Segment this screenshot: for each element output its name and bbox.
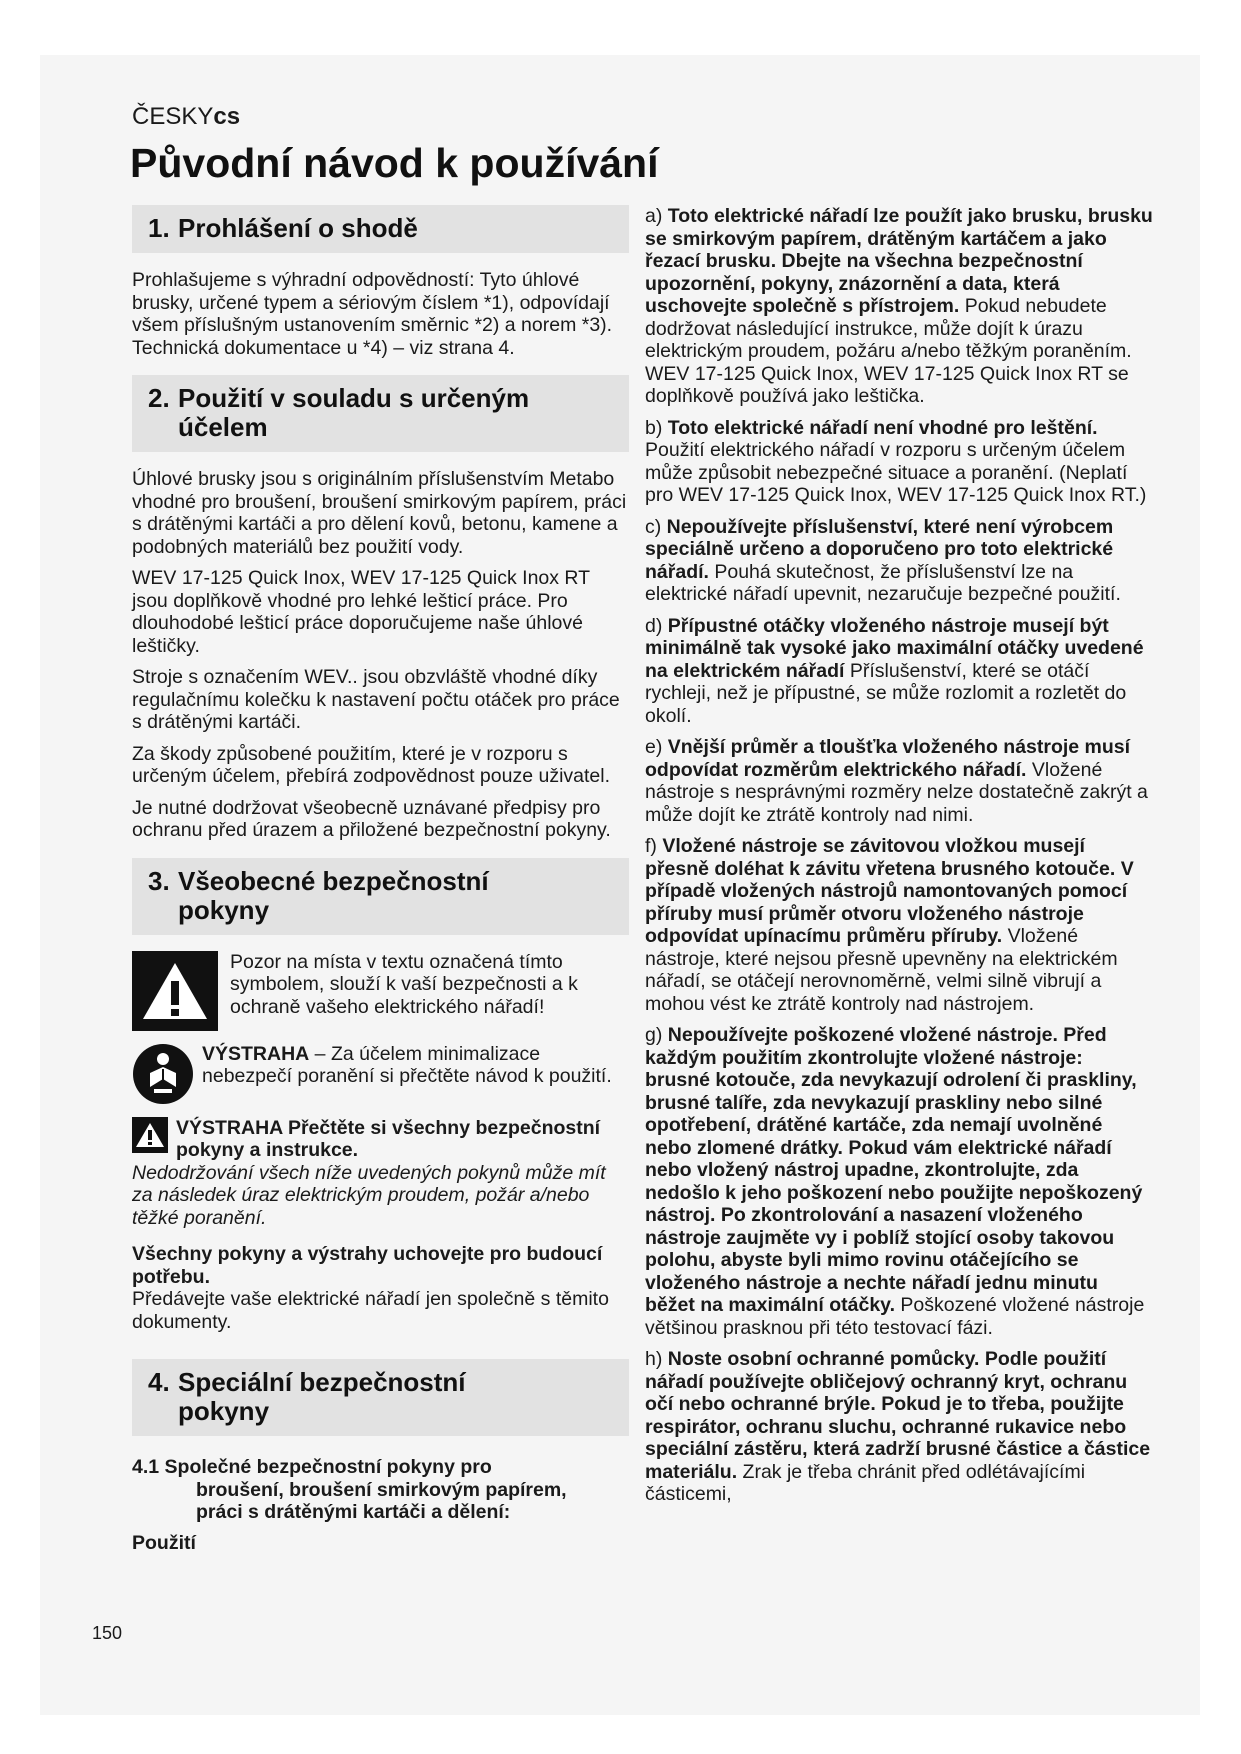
page-number: 150 (92, 1623, 123, 1643)
warning-read-manual: VÝSTRAHA – Za účelem minimalizace nebezpečí poranění si přečtěte návod k použití. (202, 1042, 612, 1087)
intended-use-paragraph: Stroje s označením WEV.. jsou obzvláště vhodné díky regulačnímu kolečku k nastavení počtu otáček pro práce s drátěnými kartáči. (132, 666, 620, 733)
intended-use-paragraph: Úhlové brusky jsou s originálním příslušenstvím Metabo vhodné pro broušení, broušení smirkovým papírem, práci s drátěnými kartáči a pro dělení kovů, betonu, kamene a podobných materiálů bez použití vody. (132, 468, 627, 558)
subsection-4-1-heading: 4.1 Společné bezpečnostní pokyny pro broušení, broušení smirkovým papírem, práci s drátěnými kartáči a dělení: (132, 1456, 567, 1523)
intended-use-paragraph: Za škody způsobené použitím, které je v rozporu s určeným účelem, přebírá zodpovědnost pouze uživatel. (132, 742, 611, 787)
symbol-note: Pozor na místa v textu označená tímto symbolem, slouží k vaší bezpečnosti a k ochraně vašeho elektrického nářadí! (230, 950, 578, 1018)
keep-instructions: Všechny pokyny a výstrahy uchovejte pro budoucí potřebu. (132, 1243, 603, 1288)
safety-item-b: b) Toto elektrické nářadí není vhodné pro leštění. Použití elektrického nářadí v rozporu s určeným účelem může způsobit nebezpečné situace a poranění. (Neplatí pro WEV 17-125 Quick Inox, WEV 17-125 Quick Inox RT.) (645, 416, 1147, 506)
safety-item-d: d) Přípustné otáčky vloženého nástroje musejí být minimálně tak vysoké jako maximální otáčky uvedené na elektrickém nářadí Příslušenství, které se otáčí rychleji, než je přípustné, se může rozlomit a rozletět do okolí. (645, 614, 1144, 727)
section-3-heading: 3. Všeobecné bezpečnostní pokyny (132, 858, 629, 935)
intended-use-paragraph: WEV 17-125 Quick Inox, WEV 17-125 Quick Inox RT jsou doplňkově vhodné pro lehké lešticí práce. Pro dlouhodobé lešticí práce doporučujeme naše úhlové leštičky. (132, 567, 590, 657)
warning-triangle-icon (132, 951, 218, 1031)
declaration-text: Prohlašujeme s výhradní odpovědností: Tyto úhlové brusky, určené typem a sériovým číslem *1), odpovídají všem příslušným ustanovením směrnic *2) a norem *3). Technická dokumentace u *4) – viz strana 4. (132, 269, 613, 359)
warning-symbol-row (132, 951, 629, 1031)
safety-item-a: a) Toto elektrické nářadí lze použít jako brusku, brusku se smirkovým papírem, drátěným kartáčem a jako řezací brusku. Dbejte na všechna bezpečnostní upozornění, pokyny, znázornění a data, která uschovejte společně s přístrojem. Pokud nebudete dodržovat následující instrukce, může dojít k úrazu elektrickým proudem, požáru a/nebo těžkým poraněním. WEV 17-125 Quick Inox, WEV 17-125 Quick Inox RT se doplňkově používá jako leštička. (645, 205, 1153, 407)
read-manual-row (132, 1043, 629, 1105)
safety-item-f: f) Vložené nástroje se závitovou vložkou musejí přesně doléhat k závitu vřetena brusného kotouče. V případě vložených nástrojů namontovaných pomocí příruby musí průměr otvoru vloženého nástroje odpovídat upínacímu průměru příruby. Vložené nástroje, které nejsou přesně upevněny na elektrickém nářadí, se otáčejí nerovnoměrně, velmi silně vibrují a mohou vést ke ztrátě kontroly nad nástrojem. (645, 835, 1134, 1015)
use-label: Použití (132, 1531, 196, 1554)
safety-item-h: h) Noste osobní ochranné pomůcky. Podle použití nářadí používejte obličejový ochranný kryt, ochranu očí nebo ochranné brýle. Pokud je to třeba, použijte respirátor, ochranu sluchu, ochranné rukavice nebo speciální zástěru, která zadrží brusné částice a částice materiálu. Zrak je třeba chránit před odlétávajícími částicemi, (645, 1348, 1151, 1505)
page-title: Původní návod k používání (130, 140, 659, 186)
right-column (645, 205, 1153, 1515)
read-manual-icon (132, 1043, 194, 1105)
language-label: ČESKYcs (132, 103, 241, 130)
safety-item-g: g) Nepoužívejte poškozené vložené nástroje. Před každým použitím zkontrolujte vložené nástroje: brusné kotouče, zda nevykazují odrolení či praskliny, brusné talíře, zda nevykazují praskliny nebo silné opotřebení, drátěné kartáče, zda nemají uvolněné nebo zlomené drátky. Pokud vám elektrické nářadí nebo vložený nástroj upadne, zkontrolujte, zda nedošlo k jeho poškození nebo použijte nepoškozený nástroj. Po zkontrolování a nasazení vloženého nástroje zaujměte vy i poblíž stojící osoby takovou polohu, abyste byli mimo rovinu otáčejícího se vloženého nástroje a nechte nářadí jednu minutu běžet na maximální otáčky. Poškozené vložené nástroje většinou prasknou při této testovací fázi. (645, 1024, 1145, 1339)
warning-read-all: VÝSTRAHA Přečtěte si všechny bezpečnostní pokyny a instrukce. (176, 1116, 601, 1161)
keep-instructions-text: Předávejte vaše elektrické nářadí jen společně s těmito dokumenty. (132, 1288, 609, 1333)
section-2-heading: 2. Použití v souladu s určeným účelem (132, 375, 629, 452)
section-1-heading: 1. Prohlášení o shodě (132, 205, 629, 253)
safety-item-e: e) Vnější průměr a tloušťka vloženého nástroje musí odpovídat rozměrům elektrického nářadí. Vložené nástroje s nesprávnými rozměry nelze dostatečně zakrýt a může dojít ke ztrátě kontroly nad nimi. (645, 736, 1148, 826)
left-column (132, 205, 629, 1563)
intended-use-paragraph: Je nutné dodržovat všeobecně uznávané předpisy pro ochranu před úrazem a přiložené bezpečnostní pokyny. (132, 796, 611, 841)
warning-triangle-icon (132, 1117, 168, 1153)
safety-item-c: c) Nepoužívejte příslušenství, které není výrobcem speciálně určeno a doporučeno pro toto elektrické nářadí. Pouhá skutečnost, že příslušenství lze na elektrické nářadí upevnit, nezaručuje bezpečné použití. (645, 515, 1121, 605)
warning-read-all-row (132, 1117, 629, 1162)
section-4-heading: 4. Speciální bezpečnostní pokyny (132, 1359, 629, 1436)
warning-consequence: Nedodržování všech níže uvedených pokynů může mít za následek úraz elektrickým proudem, požár a/nebo těžké poranění. (132, 1161, 606, 1229)
